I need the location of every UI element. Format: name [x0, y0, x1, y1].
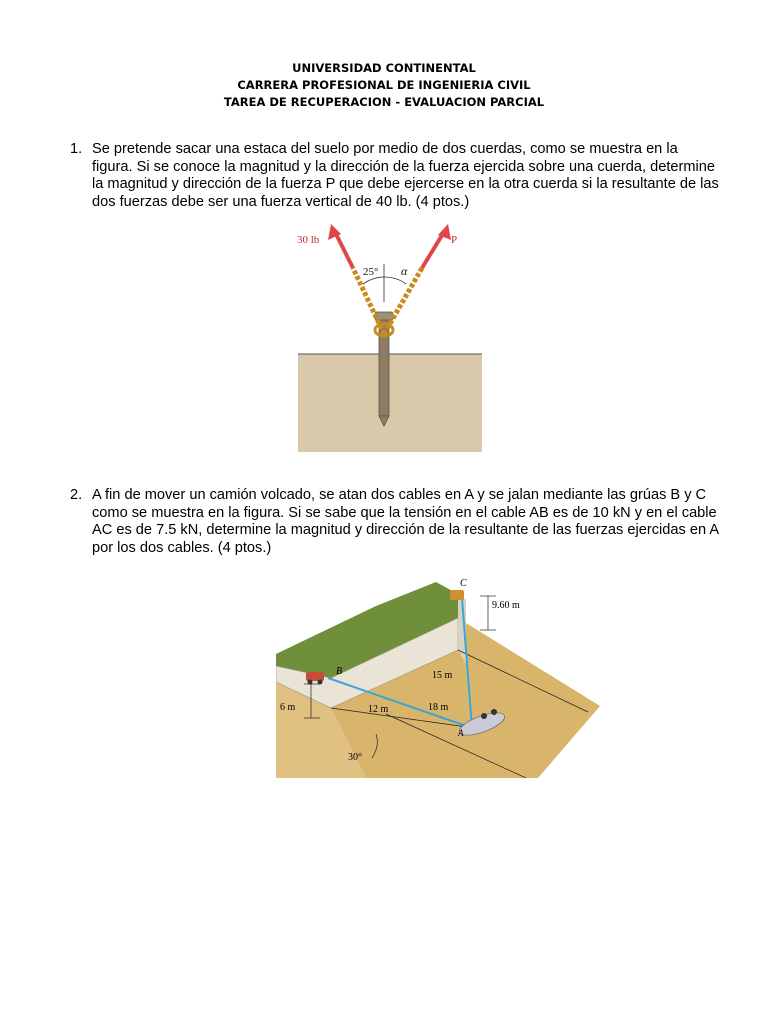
question-1: [70, 141, 720, 211]
assignment-title: TAREA DE RECUPERACION - EVALUACION PARCIAL: [223, 95, 545, 109]
angle-30-label: 30°: [348, 752, 362, 763]
question-number: 1.: [70, 141, 83, 157]
university-title: UNIVERSIDAD CONTINENTAL: [292, 61, 476, 75]
stake-figure: [295, 222, 485, 452]
angle-arc-right: [384, 277, 406, 284]
dim-6m: 6 m: [280, 702, 296, 713]
document-header: [0, 60, 768, 111]
question-text: Se pretende sacar una estaca del suelo por medio de dos cuerdas, como se muestra en la figura. Si se conoce la magnitud y la dirección de la fuerza ejercida sobre una cuerda, determine la magnitud y dirección de la fuerza P que debe ejercerse en la otra cuerda si la resultante de las dos fuerzas debe ser una fuerza vertical de 40 lb. (4 ptos.): [92, 141, 719, 210]
label-b: B: [336, 666, 343, 677]
label-a: A: [458, 728, 464, 738]
question-number: 2.: [70, 487, 83, 503]
force-30lb-label: 30 lb: [297, 234, 320, 246]
question-text: A fin de mover un camión volcado, se atan dos cables en A y se jalan mediante las grúas B y C como se muestra en la figura. Si se sabe que la tensión en el cable AB es de 10 kN y en el cable AC es de 7.5 kN, determine la magnitud y dirección de la resultante de las fuerzas ejercidas en A por los dos cables. (4 ptos.): [92, 487, 719, 556]
angle-alpha-label: α: [401, 264, 408, 278]
dim-9-60m: 9.60 m: [492, 600, 520, 611]
truck-wheel: [481, 713, 487, 719]
angle-arc-left: [363, 277, 384, 284]
crane-c: [450, 590, 464, 600]
question-2: [70, 487, 720, 557]
dim-15m: 15 m: [432, 670, 453, 681]
dim-18m: 18 m: [428, 702, 449, 713]
label-c: C: [460, 578, 467, 589]
truck-wheel: [491, 709, 497, 715]
angle-25-label: 25°: [363, 266, 379, 278]
right-force-arrow-shaft: [422, 232, 444, 268]
program-title: CARRERA PROFESIONAL DE INGENIERIA CIVIL: [237, 78, 531, 92]
truck-figure: [276, 566, 600, 778]
ground-block: [298, 354, 482, 452]
force-p-label: P: [451, 234, 458, 246]
dim-12m: 12 m: [368, 704, 389, 715]
left-force-arrow-shaft: [335, 232, 353, 268]
crane-b: [306, 672, 324, 681]
